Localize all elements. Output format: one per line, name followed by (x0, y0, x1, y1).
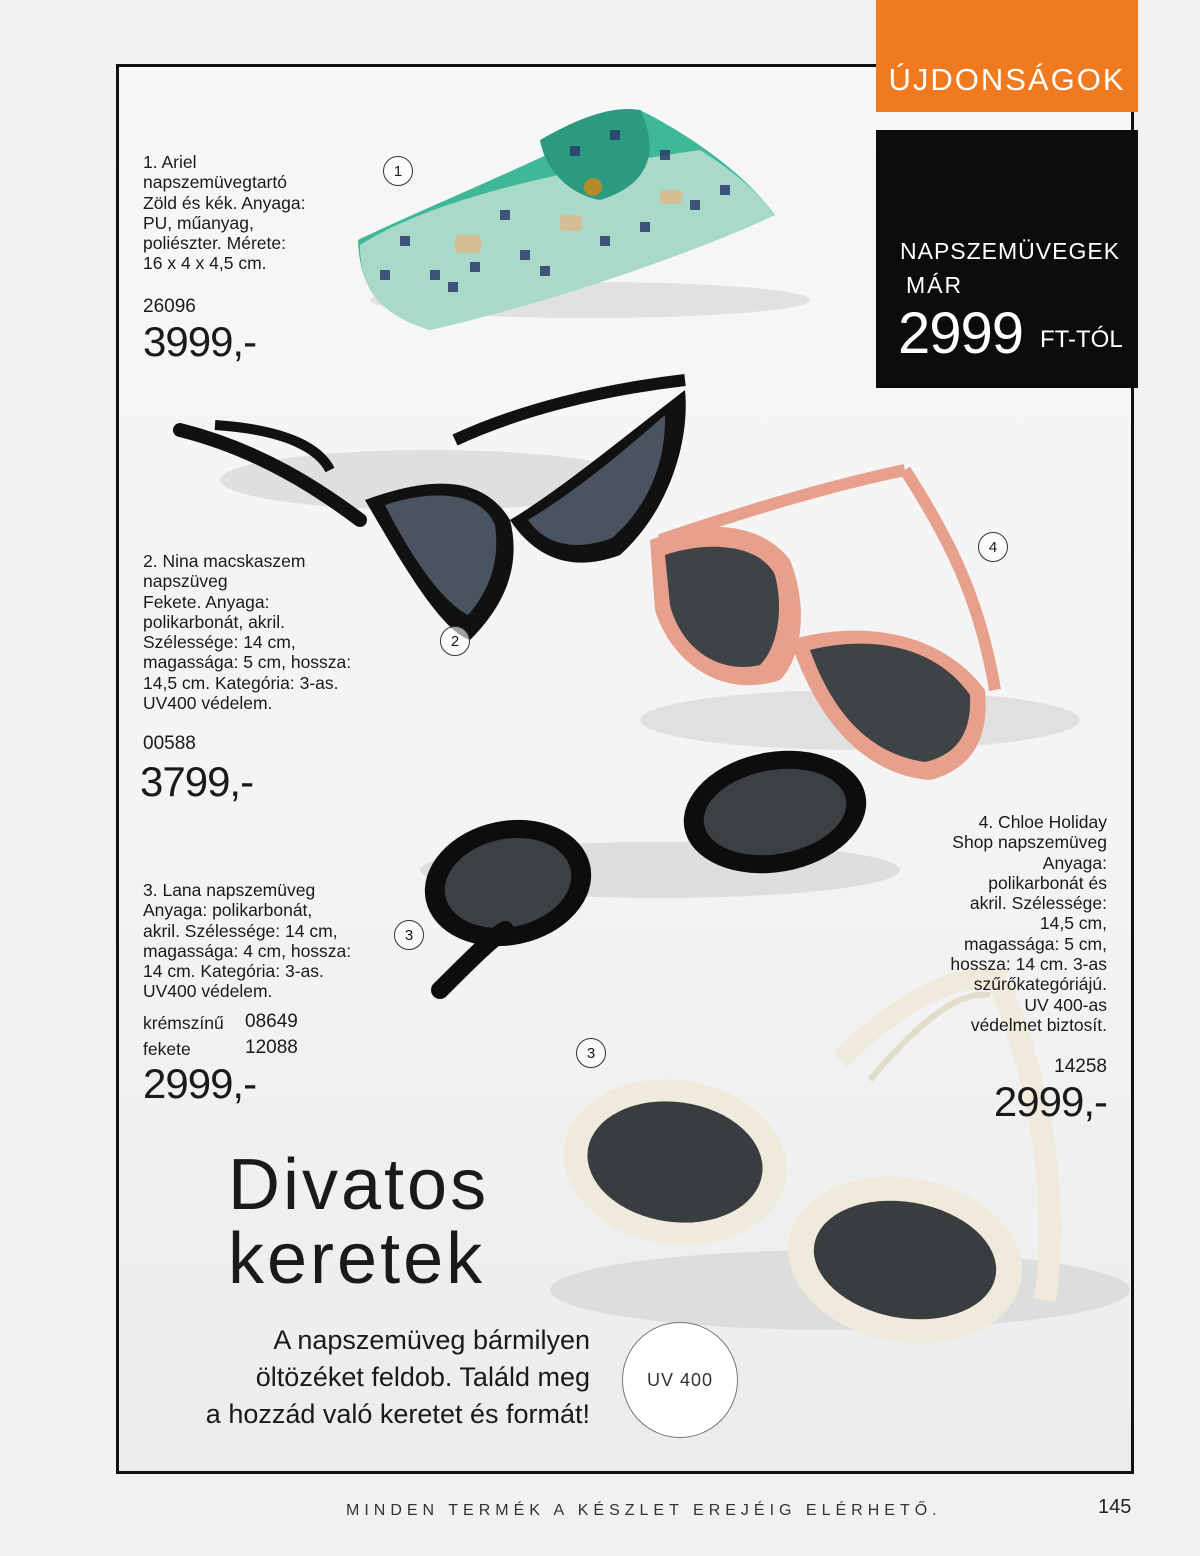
product-3-marker: 3 (394, 920, 424, 950)
uv-badge-label: UV 400 (646, 1369, 714, 1390)
product-1-description: 1. Ariel napszemüvegtartó Zöld és kék. Anyaga: PU, műanyag, poliészter. Mérete: 16 x 4 x 4,5 cm. (143, 152, 306, 274)
product-4-marker: 4 (978, 532, 1008, 562)
product-3-variant-code: 12088 (245, 1037, 298, 1058)
product-4-description: 4. Chloe Holiday Shop napszemüveg Anyaga: polikarbonát és akril. Szélessége: 14,5 cm, magassága: 5 cm, hossza: 14 cm. 3-as szűrőkategóriájú. UV 400-as védelmet biztosít. (950, 812, 1107, 1035)
product-2-price: 3799,- (140, 758, 254, 805)
product-3-variant-name: fekete (143, 1039, 191, 1059)
product-3-variant-name: krémszínű (143, 1013, 224, 1033)
pink-sunglasses-image (640, 470, 1080, 780)
page-number: 145 (1098, 1496, 1132, 1518)
product-4-price: 2999,- (993, 1078, 1107, 1125)
product-3-variant-code: 08649 (245, 1011, 298, 1032)
product-2-code: 00588 (143, 733, 196, 754)
promo-price: 2999 (898, 301, 1024, 366)
uv-badge (622, 1322, 738, 1438)
product-3-marker-cream: 3 (576, 1038, 606, 1068)
promo-box (876, 130, 1138, 388)
promo-line1: NAPSZEMÜVEGEK (900, 238, 1121, 264)
product-1-code: 26096 (143, 296, 196, 317)
headline: Divatos keretek (228, 1145, 490, 1299)
product-4-code: 14258 (1054, 1056, 1107, 1077)
banner-label: ÚJDONSÁGOK (888, 62, 1126, 97)
new-items-banner (876, 0, 1138, 112)
product-1-marker: 1 (383, 156, 413, 186)
cream-oval-sunglasses-image (550, 978, 1130, 1361)
product-2-marker: 2 (440, 626, 470, 656)
footer-note: MINDEN TERMÉK A KÉSZLET EREJÉIG ELÉRHETŐ. (346, 1502, 942, 1519)
promo-unit: FT-TÓL (1040, 326, 1123, 353)
product-3-price: 2999,- (143, 1060, 257, 1107)
black-oval-sunglasses-image (413, 737, 900, 990)
glasses-case-image (358, 109, 810, 330)
promo-line2: MÁR (906, 272, 964, 298)
product-3-description: 3. Lana napszemüveg Anyaga: polikarbonát, akril. Szélessége: 14 cm, magassága: 4 cm, hossza: 14 cm. Kategória: 3-as. UV400 védelem. (143, 880, 352, 1002)
subheadline: A napszemüveg bármilyen öltözéket feldob. Találd meg a hozzád való keretet és formát! (205, 1325, 590, 1429)
product-2-description: 2. Nina macskaszem napszüveg Fekete. Anyaga: polikarbonát, akril. Szélessége: 14 cm, magassága: 5 cm, hossza: 14,5 cm. Kategória: 3-as. UV400 védelem. (143, 551, 352, 714)
product-1-price: 3999,- (143, 318, 257, 365)
